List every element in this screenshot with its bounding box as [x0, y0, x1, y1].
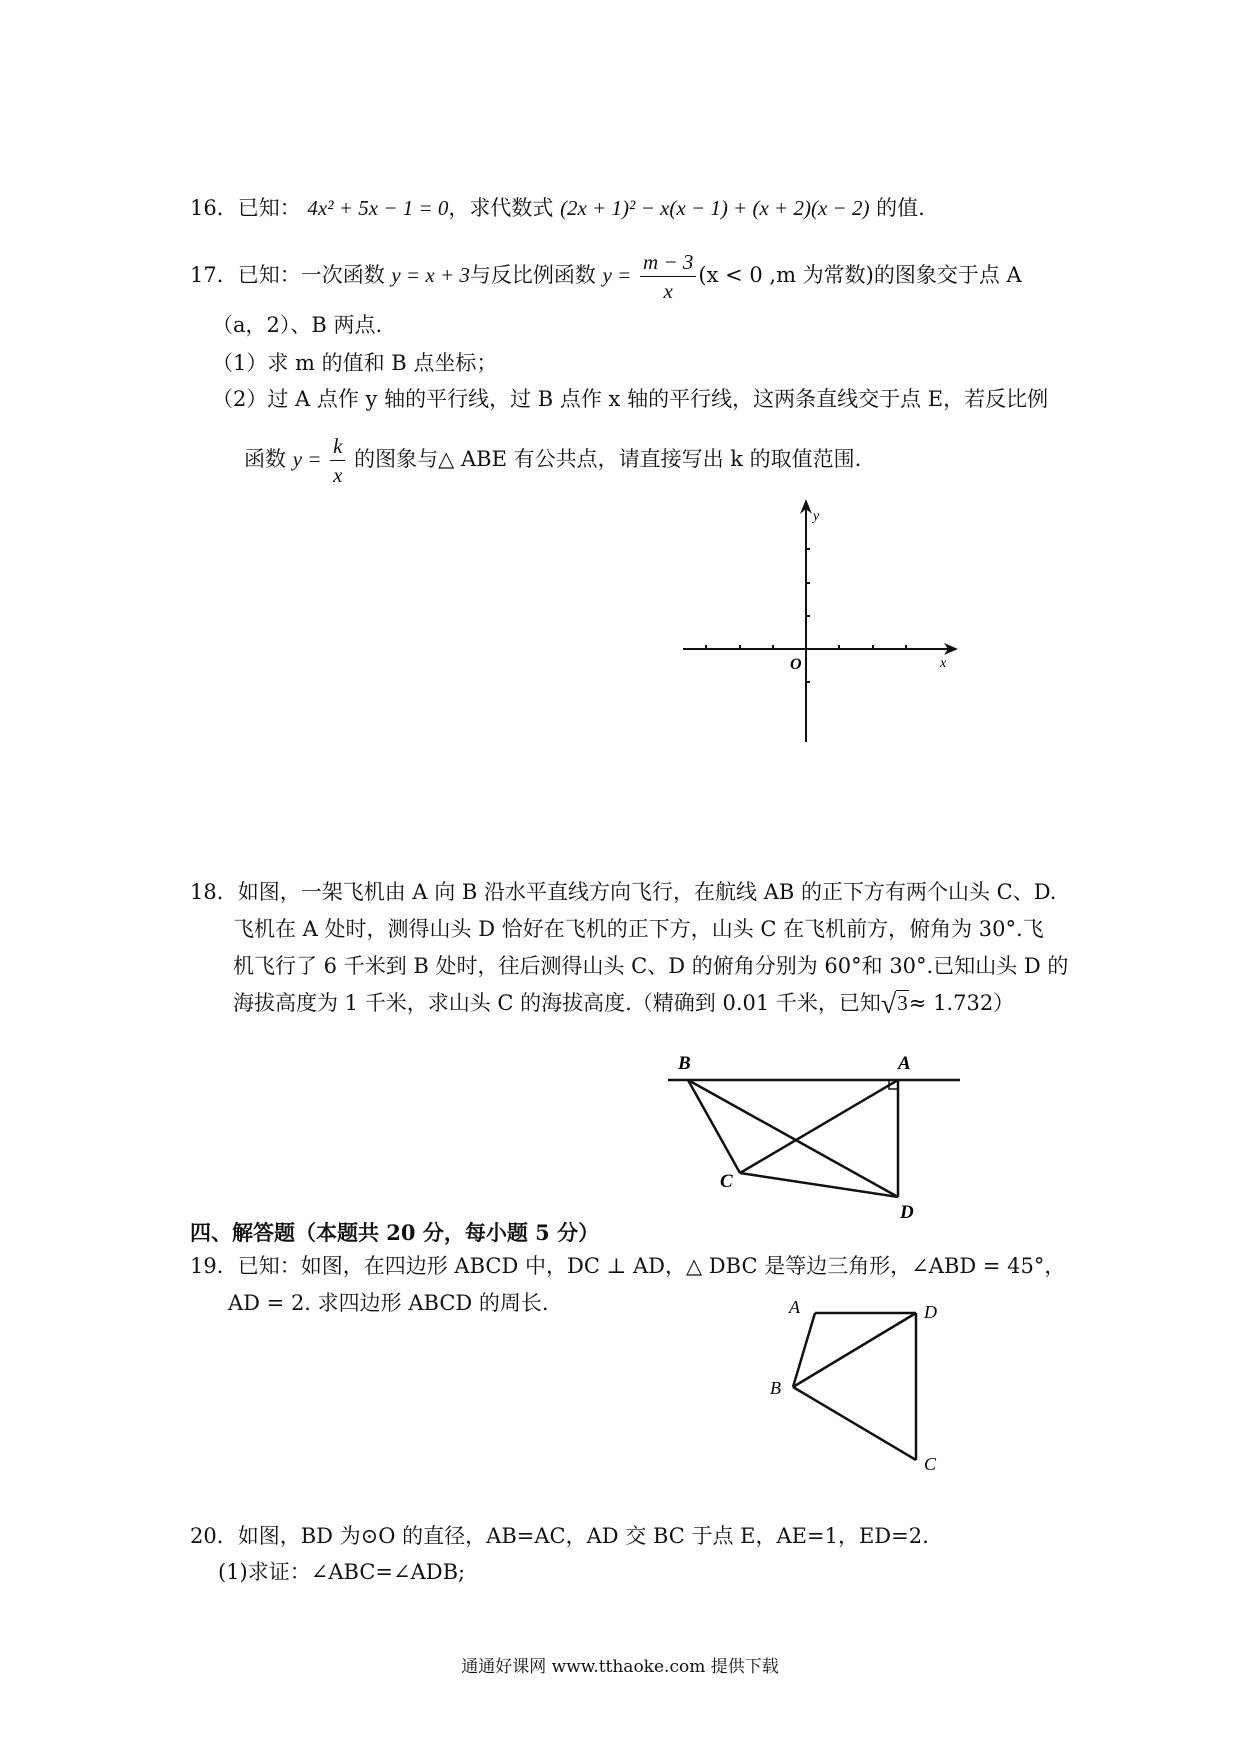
sqrt-argument: 3 — [897, 991, 908, 1015]
q19-number: 19． — [190, 1254, 238, 1278]
q17-recip-lhs: y = — [602, 263, 632, 287]
q17-linear-function: y = x + 3 — [391, 263, 470, 287]
q17-number: 17． — [190, 263, 238, 287]
label-B: B — [770, 1378, 781, 1398]
q17-part2b-lhs: y = — [292, 447, 322, 471]
q18-line4-post: ≈ 1.732） — [908, 991, 1015, 1015]
q16-equation: 4x² + 5x − 1 = 0 — [307, 196, 449, 220]
q17-mid: 与反比例函数 — [469, 263, 596, 287]
y-axis-label: y — [813, 509, 820, 524]
q20-number: 20． — [190, 1524, 238, 1548]
label-D: D — [924, 1302, 937, 1322]
q16-given: 已知： — [237, 196, 301, 220]
label-A: A — [789, 1297, 800, 1317]
q16-number: 16． — [190, 196, 238, 220]
label-C: C — [924, 1454, 937, 1474]
q18-text-line1: 如图，一架飞机由 A 向 B 沿水平直线方向飞行，在航线 AB 的正下方有两个山头 C、D. — [237, 880, 1057, 904]
q20-text-line1: 如图，BD 为⊙O 的直径，AB=AC，AD 交 BC 于点 E，AE=1，ED=2. — [237, 1524, 929, 1548]
q17-k-denominator: x — [333, 463, 343, 487]
q17-recip-denominator: x — [663, 279, 673, 303]
q18-line4-pre: 海拔高度为 1 千米，求山头 C 的海拔高度.（精确到 0.01 千米，已知 — [233, 991, 881, 1015]
q19-text-line1: 已知：如图，在四边形 ABCD 中，DC ⊥ AD，△ DBC 是等边三角形，∠ABD = 45°， — [237, 1254, 1066, 1278]
q17-recip-numerator: m − 3 — [640, 248, 696, 277]
sqrt-expression: √3 — [880, 989, 908, 1020]
label-A: A — [898, 1053, 911, 1074]
q17-part1: （1）求 m 的值和 B 点坐标； — [212, 351, 498, 375]
q17-line2: （a，2）、B 两点. — [212, 313, 383, 337]
q20-line1 — [190, 1521, 929, 1551]
label-D: D — [900, 1202, 914, 1223]
q18-line2: 飞机在 A 处时，测得山头 D 恰好在飞机的正下方，山头 C 在飞机前方，俯角为 30°.飞 — [233, 917, 1044, 941]
label-B: B — [678, 1053, 691, 1074]
q17-condition: (x < 0 ,m 为常数)的图象交于点 A — [698, 263, 1022, 287]
segment-B-C — [793, 1387, 916, 1460]
origin-label: O — [790, 656, 802, 673]
q17-part2b-post: 的图象与△ ABE 有公共点，请直接写出 k 的取值范围. — [354, 447, 862, 471]
page-footer: 通通好课网 www.tthaoke.com 提供下载 — [461, 1657, 779, 1677]
q17-part2b-pre: 函数 — [244, 447, 286, 471]
q18-number: 18． — [190, 880, 238, 904]
q16-ask: ，求代数式 — [448, 196, 554, 220]
q17-part2: （2）过 A 点作 y 轴的平行线，过 B 点作 x 轴的平行线，这两条直线交于点 E，若反比例 — [212, 387, 1049, 411]
q18-line3: 机飞行了 6 千米到 B 处时，往后测得山头 C、D 的俯角分别为 60°和 30°.已知山头 D 的 — [233, 954, 1069, 978]
q19-line2: AD = 2. 求四边形 ABCD 的周长. — [228, 1291, 549, 1315]
q17-intro: 已知：一次函数 — [237, 263, 385, 287]
q16-end: 的值. — [876, 196, 925, 220]
q20-part1: (1)求证：∠ABC=∠ADB; — [218, 1560, 466, 1584]
q17-k-numerator: k — [330, 432, 345, 461]
label-C: C — [720, 1171, 733, 1192]
section4-heading: 四、解答题（本题共 20 分，每小题 5 分） — [190, 1220, 600, 1245]
x-axis-label: x — [940, 656, 947, 671]
q16-expression: (2x + 1)² − x(x − 1) + (x + 2)(x − 2) — [560, 196, 870, 220]
